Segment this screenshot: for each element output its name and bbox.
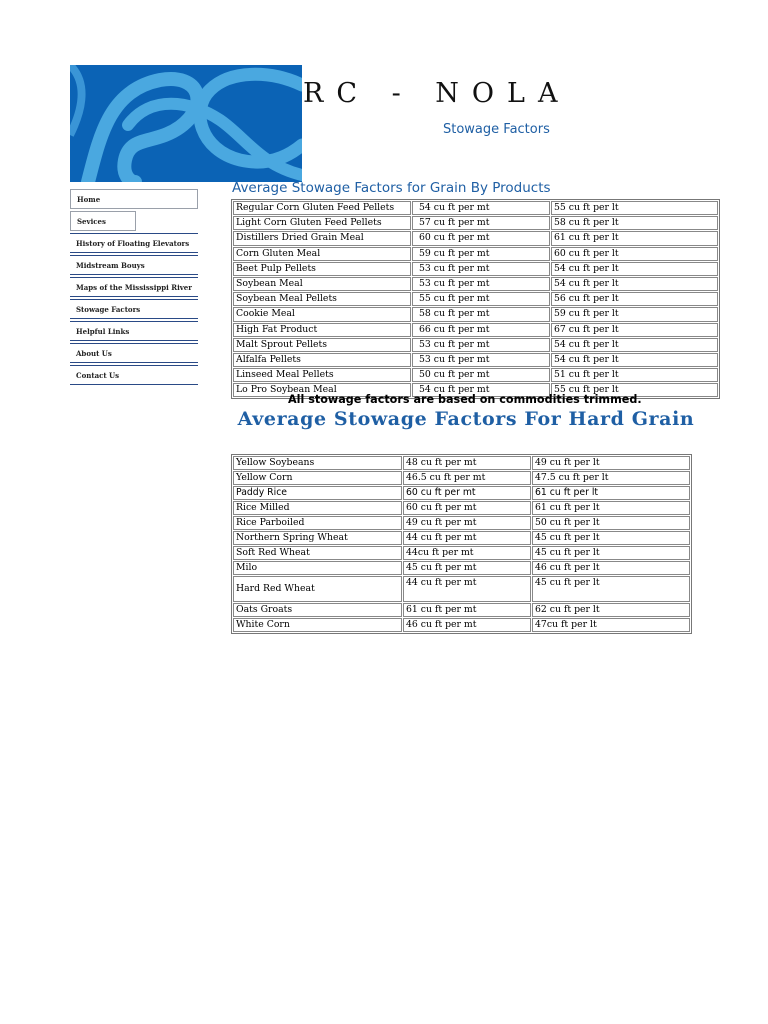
nav-item-contact-us[interactable]: Contact Us (70, 365, 198, 385)
per-mt-cell: 53 cu ft per mt (412, 262, 550, 276)
per-mt-cell: 59 cu ft per mt (412, 247, 550, 261)
per-mt-cell: 60 cu ft per mt (403, 486, 531, 500)
per-mt-cell: 46.5 cu ft per mt (403, 471, 531, 485)
byproducts-table (231, 199, 720, 399)
commodity-cell: Soybean Meal (233, 277, 411, 291)
per-lt-cell: 59 cu ft per lt (551, 307, 718, 321)
commodity-cell: Malt Sprout Pellets (233, 338, 411, 352)
per-lt-cell: 45 cu ft per lt (532, 576, 690, 602)
per-mt-cell: 58 cu ft per mt (412, 307, 550, 321)
per-mt-cell: 53 cu ft per mt (412, 338, 550, 352)
per-lt-cell: 61 cu ft per lt (532, 501, 690, 515)
per-mt-cell: 44cu ft per mt (403, 546, 531, 560)
byproducts-heading: Average Stowage Factors for Grain By Products (232, 180, 551, 196)
nav-item-helpful-links[interactable]: Helpful Links (70, 321, 198, 341)
table-row (233, 471, 690, 485)
commodity-cell: High Fat Product (233, 323, 411, 337)
table-row (233, 262, 718, 276)
nav-item-home[interactable]: Home (70, 189, 198, 209)
per-lt-cell: 54 cu ft per lt (551, 353, 718, 367)
nav-item-services[interactable]: Sevices (70, 211, 136, 231)
table-row (233, 247, 718, 261)
table-row (233, 216, 718, 230)
commodity-cell: Alfalfa Pellets (233, 353, 411, 367)
commodity-cell: Cookie Meal (233, 307, 411, 321)
per-lt-cell: 49 cu ft per lt (532, 456, 690, 470)
per-mt-cell: 46 cu ft per mt (403, 618, 531, 632)
commodity-cell: Rice Parboiled (233, 516, 402, 530)
commodity-cell: White Corn (233, 618, 402, 632)
per-lt-cell: 55 cu ft per lt (551, 201, 718, 215)
per-mt-cell: 66 cu ft per mt (412, 323, 550, 337)
per-mt-cell: 53 cu ft per mt (412, 277, 550, 291)
commodity-cell: Light Corn Gluten Feed Pellets (233, 216, 411, 230)
per-lt-cell: 47cu ft per lt (532, 618, 690, 632)
per-lt-cell: 58 cu ft per lt (551, 216, 718, 230)
commodity-cell: Soft Red Wheat (233, 546, 402, 560)
sidebar-nav (70, 189, 198, 387)
per-lt-cell: 54 cu ft per lt (551, 262, 718, 276)
per-lt-cell: 55 cu ft per lt (551, 383, 718, 397)
table-row (233, 576, 690, 602)
hard-grain-heading: Average Stowage Factors For Hard Grain (237, 408, 695, 430)
per-lt-cell: 54 cu ft per lt (551, 277, 718, 291)
commodity-cell: Distillers Dried Grain Meal (233, 231, 411, 245)
per-mt-cell: 57 cu ft per mt (412, 216, 550, 230)
per-lt-cell: 54 cu ft per lt (551, 338, 718, 352)
per-mt-cell: 60 cu ft per mt (412, 231, 550, 245)
per-lt-cell: 45 cu ft per lt (532, 546, 690, 560)
commodity-cell: Paddy Rice (233, 486, 402, 500)
per-lt-cell: 50 cu ft per lt (532, 516, 690, 530)
per-mt-cell: 60 cu ft per mt (403, 501, 531, 515)
table-row (233, 307, 718, 321)
per-mt-cell: 55 cu ft per mt (412, 292, 550, 306)
site-title: RC - NOLA (303, 78, 571, 109)
per-lt-cell: 61 cu ft per lt (551, 231, 718, 245)
commodity-cell: Yellow Corn (233, 471, 402, 485)
table-row (233, 501, 690, 515)
nav-item-stowage-factors[interactable]: Stowage Factors (70, 299, 198, 319)
nav-item-maps[interactable]: Maps of the Mississippi River (70, 277, 198, 297)
nav-item-history[interactable]: History of Floating Elevators (70, 233, 198, 253)
commodity-cell: Northern Spring Wheat (233, 531, 402, 545)
table-row (233, 323, 718, 337)
table-row (233, 456, 690, 470)
commodity-cell: Beet Pulp Pellets (233, 262, 411, 276)
per-mt-cell: 44 cu ft per mt (403, 531, 531, 545)
per-lt-cell: 45 cu ft per lt (532, 531, 690, 545)
commodity-cell: Rice Milled (233, 501, 402, 515)
per-mt-cell: 54 cu ft per mt (412, 383, 550, 397)
per-lt-cell: 61 cu ft per lt (532, 486, 690, 500)
table-row (233, 368, 718, 382)
commodity-cell: Yellow Soybeans (233, 456, 402, 470)
table-row (233, 603, 690, 617)
commodity-cell: Milo (233, 561, 402, 575)
table-row (233, 353, 718, 367)
rc-logo (70, 65, 302, 182)
per-lt-cell: 62 cu ft per lt (532, 603, 690, 617)
trimmed-note: All stowage factors are based on commodities trimmed. (288, 393, 642, 406)
commodity-cell: Hard Red Wheat (233, 576, 402, 602)
commodity-cell: Soybean Meal Pellets (233, 292, 411, 306)
nav-item-about-us[interactable]: About Us (70, 343, 198, 363)
table-row (233, 338, 718, 352)
hard-grain-table (231, 454, 692, 634)
per-mt-cell: 61 cu ft per mt (403, 603, 531, 617)
table-row (233, 486, 690, 500)
per-mt-cell: 48 cu ft per mt (403, 456, 531, 470)
per-mt-cell: 50 cu ft per mt (412, 368, 550, 382)
per-mt-cell: 49 cu ft per mt (403, 516, 531, 530)
table-row (233, 292, 718, 306)
per-lt-cell: 67 cu ft per lt (551, 323, 718, 337)
commodity-cell: Lo Pro Soybean Meal (233, 383, 411, 397)
table-row (233, 618, 690, 632)
per-lt-cell: 60 cu ft per lt (551, 247, 718, 261)
per-mt-cell: 53 cu ft per mt (412, 353, 550, 367)
nav-item-midstream-bouys[interactable]: Midstream Bouys (70, 255, 198, 275)
table-row (233, 531, 690, 545)
per-lt-cell: 47.5 cu ft per lt (532, 471, 690, 485)
commodity-cell: Corn Gluten Meal (233, 247, 411, 261)
per-lt-cell: 56 cu ft per lt (551, 292, 718, 306)
per-lt-cell: 51 cu ft per lt (551, 368, 718, 382)
per-mt-cell: 44 cu ft per mt (403, 576, 531, 602)
per-lt-cell: 46 cu ft per lt (532, 561, 690, 575)
commodity-cell: Oats Groats (233, 603, 402, 617)
commodity-cell: Linseed Meal Pellets (233, 368, 411, 382)
table-row (233, 516, 690, 530)
table-row (233, 277, 718, 291)
per-mt-cell: 54 cu ft per mt (412, 201, 550, 215)
table-row (233, 201, 718, 215)
page-subtitle: Stowage Factors (443, 122, 550, 137)
commodity-cell: Regular Corn Gluten Feed Pellets (233, 201, 411, 215)
per-mt-cell: 45 cu ft per mt (403, 561, 531, 575)
table-row (233, 561, 690, 575)
table-row (233, 231, 718, 245)
table-row (233, 546, 690, 560)
